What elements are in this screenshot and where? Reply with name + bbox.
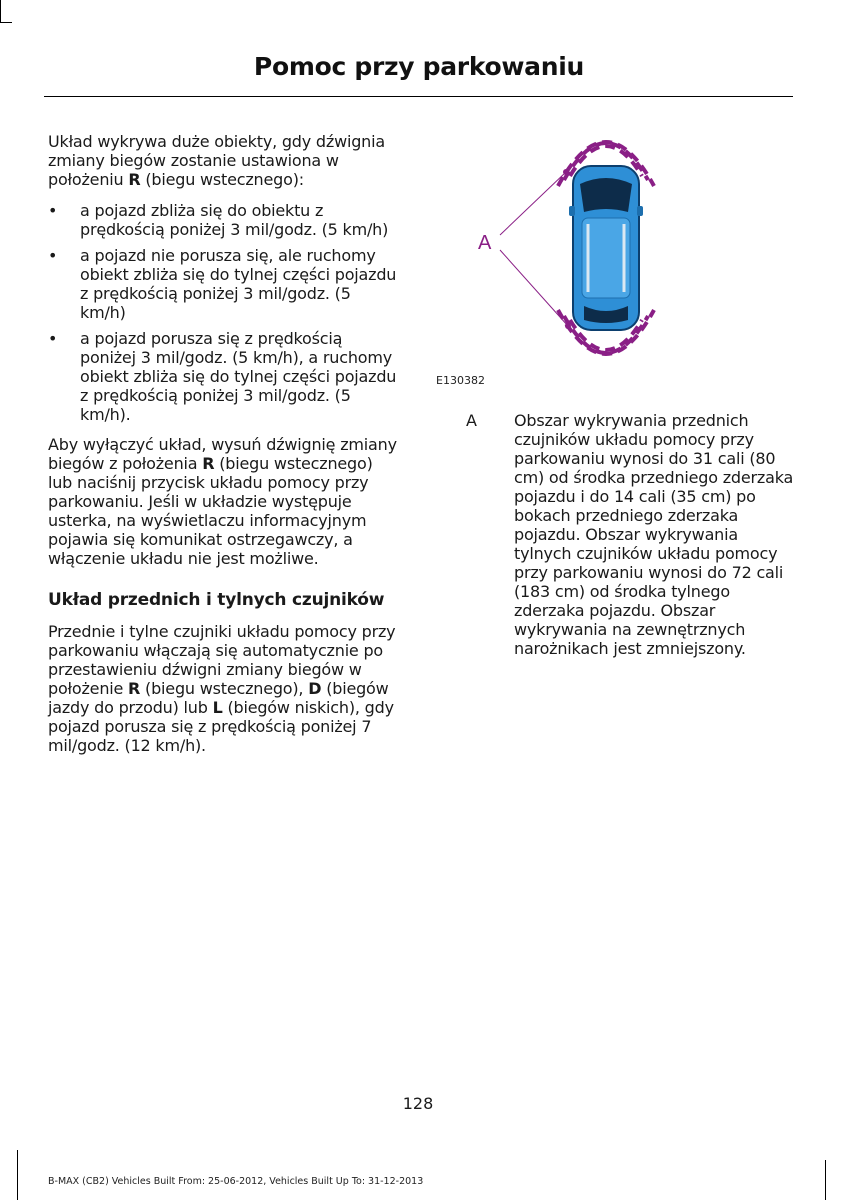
footer-text: B-MAX (CB2) Vehicles Built From: 25-06-2012, Vehicles Built Up To: 31-12-2013 xyxy=(48,1176,424,1187)
condition-list xyxy=(48,201,400,424)
list-item: • a pojazd zbliża się do obiektu z prędkością poniżej 3 mil/godz. (5 km/h) xyxy=(48,201,389,239)
intro-paragraph: Układ wykrywa duże obiekty, gdy dźwignia zmiany biegów zostanie ustawiona w położeniu R (biegu wstecznego): xyxy=(48,132,385,189)
crop-mark xyxy=(17,1150,18,1200)
car-icon xyxy=(569,166,643,330)
bullet: • xyxy=(48,329,58,348)
section-heading: Układ przednich i tylnych czujników xyxy=(48,590,385,610)
crop-mark xyxy=(0,22,12,23)
figure-code: E130382 xyxy=(436,374,485,387)
crop-mark xyxy=(0,0,1,22)
sensors-paragraph: Przednie i tylne czujniki układu pomocy przy parkowaniu włączają się automatycznie po przestawieniu dźwigni zmiany biegów w położenie R (biegu wstecznego), D (biegów jazdy do przodu) lub L (biegów niskich), gdy pojazd porusza się z prędkością poniżej 7 mil/godz. (12 km/h). xyxy=(48,622,396,755)
list-item: • a pojazd porusza się z prędkością poniżej 3 mil/godz. (5 km/h), a ruchomy obiekt zbliża się do tylnej części pojazdu z prędkością poniżej 3 mil/godz. (5 km/h). xyxy=(48,329,397,424)
parking-sensor-diagram xyxy=(430,120,690,390)
callout-line xyxy=(500,172,566,235)
left-column xyxy=(48,132,400,767)
bullet: • xyxy=(48,201,58,220)
callout-line xyxy=(500,250,568,326)
callout-label: A xyxy=(478,232,492,254)
header-rule xyxy=(44,96,793,97)
page-number: 128 xyxy=(402,1094,434,1113)
bullet: • xyxy=(48,246,58,265)
page-title: Pomoc przy parkowaniu xyxy=(253,52,584,81)
definition-key: A xyxy=(466,411,477,430)
definition-text: Obszar wykrywania przednich czujników układu pomocy przy parkowaniu wynosi do 31 cali (80 cm) od środka przedniego zderzaka pojazdu i do 14 cali (35 cm) po bokach przedniego zderzaka pojazdu. Obszar wykrywania tylnych czujników układu pomocy przy parkowaniu wynosi do 72 cali (183 cm) od środka tylnego zderzaka pojazdu. Obszar wykrywania na zewnętrznych narożnikach jest zmniejszony. xyxy=(514,411,794,658)
list-item: • a pojazd nie porusza się, ale ruchomy obiekt zbliża się do tylnej części pojazdu z prędkością poniżej 3 mil/godz. (5 km/h) xyxy=(48,246,397,322)
disable-paragraph: Aby wyłączyć układ, wysuń dźwignię zmiany biegów z położenia R (biegu wstecznego) lub naciśnij przycisk układu pomocy przy parkowaniu. Jeśli w układzie występuje usterka, na wyświetlaczu informacyjnym pojawia się komunikat ostrzegawczy, a włączenie układu nie jest możliwe. xyxy=(48,435,397,568)
crop-mark xyxy=(825,1160,826,1200)
